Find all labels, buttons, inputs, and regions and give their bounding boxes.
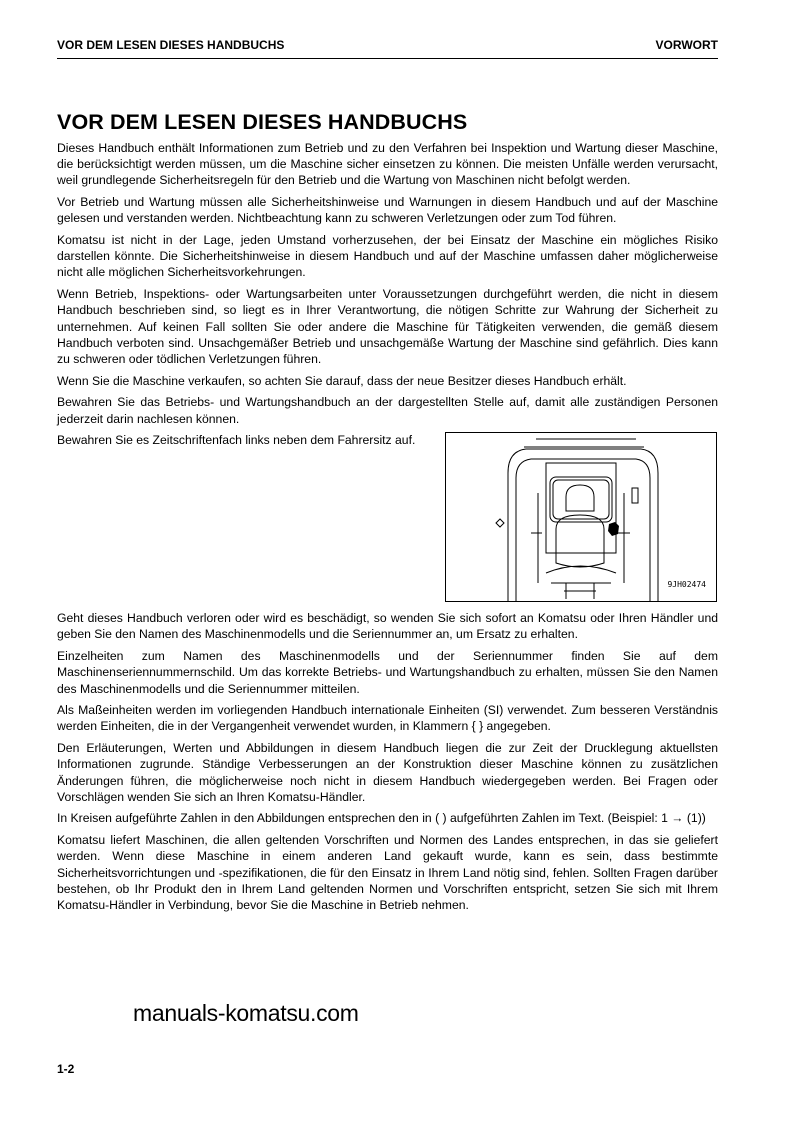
paragraph: Vor Betrieb und Wartung müssen alle Sicherheitshinweise und Warnungen in diesem Handbuch und auf der Maschine gelesen und verstanden werden. Nichtbeachtung kann zu schweren Verletzungen oder zum Tod führen. — [57, 195, 718, 226]
paragraph: Den Erläuterungen, Werten und Abbildungen in diesem Handbuch liegen die zur Zeit der Drucklegung aktuellsten Informationen zugrunde. Ständige Verbesserungen an der Konstruktion dieser Maschine können zu zusätzlichen Änderungen führen, die möglicherweise noch nicht in diesem Handbuch wiedergegeben werden. Bei Fragen oder Vorschlägen wenden Sie sich an Ihren Komatsu-Händler. — [57, 741, 718, 804]
paragraph: Komatsu liefert Maschinen, die allen geltenden Vorschriften und Normen des Landes entsprechen, in das sie geliefert werden. Wenn diese Maschine in einem anderen Land gekauft wurde, kann es sein, dass bestimmte Sicherheitsvorrichtungen und -spezifikationen, die für den Einsatz in Ihrem Land nötig sind, fehlen. Sollten Fragen darüber bestehen, ob Ihr Produkt den in Ihrem Land geltenden Normen und Vorschriften entspricht, setzen Sie sich mit Ihrem Komatsu-Händler in Verbindung, bevor Sie die Maschine in Betrieb nehmen. — [57, 833, 718, 912]
cab-illustration — [445, 432, 717, 602]
paragraph: Wenn Sie die Maschine verkaufen, so achten Sie darauf, dass der neue Besitzer dieses Handbuch erhält. — [57, 373, 627, 388]
paragraph: Geht dieses Handbuch verloren oder wird es beschädigt, so wenden Sie sich sofort an Komatsu oder Ihren Händler und geben Sie den Namen des Maschinenmodells und die Seriennummer an, um Ersatz zu erhalten. — [57, 611, 718, 642]
paragraph: Komatsu ist nicht in der Lage, jeden Umstand vorherzusehen, der bei Einsatz der Maschine ein mögliches Risiko darstellen könnte. Die Sicherheitshinweise in diesem Handbuch und auf der Maschine umfassen daher möglicherweise nicht alle möglichen Sicherheitsvorkehrungen. — [57, 233, 718, 280]
page-title: VOR DEM LESEN DIESES HANDBUCHS — [57, 110, 468, 134]
watermark: manuals-komatsu.com — [133, 1000, 359, 1026]
page-number: 1-2 — [57, 1062, 75, 1076]
figure-row — [57, 432, 718, 604]
paragraph: Als Maßeinheiten werden im vorliegenden Handbuch internationale Einheiten (SI) verwendet. Zum besseren Verständnis werden Einheiten, die in der Vergangenheit verwendet wurden, in Klammern { } angegeben. — [57, 703, 718, 734]
header-chapter: VORWORT — [655, 38, 718, 52]
paragraph: Wenn Betrieb, Inspektions- oder Wartungsarbeiten unter Voraussetzungen durchgeführt werden, die nicht in diesem Handbuch beschrieben sind, so liegt es in Ihrer Verantwortung, die nötigen Schritte zur Wahrung der Sicherheit zu unternehmen. Auf keinen Fall sollten Sie oder andere die Maschine für Tätigkeiten verwenden, die gemäß diesem Handbuch verboten sind. Unsachgemäßer Betrieb und unsachgemäße Wartung der Maschine sind gefährlich. Dies kann zu schweren oder tödlichen Verletzungen führen. — [57, 287, 718, 366]
figure-id: 9JH02474 — [667, 580, 706, 590]
header-section-title: VOR DEM LESEN DIESES HANDBUCHS — [57, 38, 285, 52]
body-text — [57, 140, 718, 919]
paragraph: Bewahren Sie das Betriebs- und Wartungshandbuch an der dargestellten Stelle auf, damit alle zuständigen Personen jederzeit darin nachlesen können. — [57, 395, 718, 426]
paragraph: Dieses Handbuch enthält Informationen zum Betrieb und zu den Verfahren bei Inspektion und Wartung dieser Maschine, die berücksichtigt werden müssen, um die Maschine sicher einsetzen zu können. Die meisten Unfälle werden verursacht, weil grundlegende Sicherheitsregeln für den Betrieb und die Wartung von Maschinen nicht befolgt werden. — [57, 141, 718, 188]
paragraph: Einzelheiten zum Namen des Maschinenmodells und der Seriennummer finden Sie auf dem Maschinenseriennummernschild. Um das korrekte Betriebs- und Wartungshandbuch zu erhalten, müssen Sie den Namen des Maschinenmodells und die Seriennummer mitteilen. — [57, 649, 718, 696]
paragraph: Bewahren Sie es Zeitschriftenfach links neben dem Fahrersitz auf. — [57, 433, 416, 448]
paragraph: In Kreisen aufgeführte Zahlen in den Abbildungen entsprechen den in ( ) aufgeführten Zahlen im Text. (Beispiel: 1 → (1)) — [57, 811, 706, 826]
running-header — [57, 38, 718, 59]
